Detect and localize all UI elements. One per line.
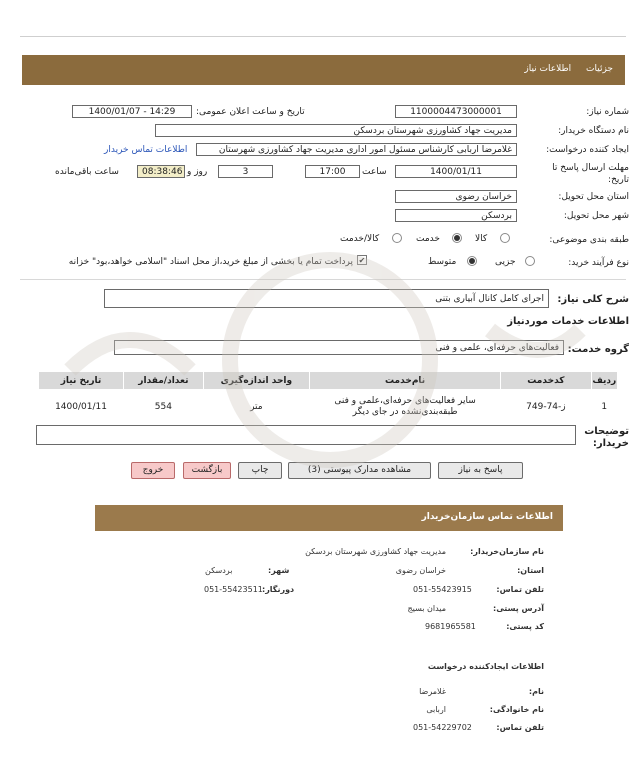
- process-medium-label: متوسط: [428, 257, 457, 267]
- section-divider: [20, 279, 626, 280]
- col-qty: تعداد/مقدار: [124, 372, 204, 390]
- deadline-time-label: ساعت: [362, 167, 387, 177]
- device-label: نام دستگاه خریدار:: [558, 126, 629, 136]
- services-table: [38, 371, 618, 424]
- service-group-label: گروه خدمت:: [567, 344, 629, 355]
- creator-name-value: غلامرضا: [419, 687, 446, 696]
- payment-checkbox[interactable]: ✔: [358, 256, 366, 265]
- delivery-province-field: خراسان رضوی: [395, 190, 517, 203]
- deadline-label: مهلت ارسال پاسخ تا تاریخ:: [552, 163, 629, 185]
- cell-row: 1: [591, 390, 617, 424]
- contact-address-value: میدان بسیج: [407, 604, 446, 613]
- contact-fax-label: دورنگار:: [262, 585, 295, 594]
- payment-note: پرداخت تمام یا بخشی از مبلغ خرید،از محل اسناد "اسلامی خواهد،بود" خزانه: [68, 257, 353, 267]
- creator-family-label: نام خانوادگی:: [489, 705, 544, 714]
- cell-unit: متر: [203, 390, 309, 424]
- back-button[interactable]: بازگشت: [183, 462, 231, 479]
- table-row: [39, 390, 618, 424]
- contact-postal-label: کد پستی:: [506, 622, 544, 631]
- col-row: ردیف: [591, 372, 617, 390]
- org-name-label: نام سازمان‌خریدار:: [470, 547, 544, 556]
- summary-field: اجرای کامل کانال آبیاری بتنی: [104, 289, 549, 308]
- category-service-radio[interactable]: [452, 233, 462, 243]
- contact-province-label: استان:: [517, 566, 544, 575]
- contact-postal-value: 9681965581: [425, 622, 476, 631]
- delivery-city-field: بردسکن: [395, 209, 517, 222]
- col-name: نام‌خدمت: [309, 372, 500, 390]
- service-group-field: فعالیت‌های حرفه‌ای، علمی و فنی: [114, 340, 564, 355]
- nav-need-info-link[interactable]: اطلاعات نیاز: [524, 64, 572, 74]
- process-medium-radio[interactable]: [467, 256, 477, 266]
- buyer-notes-field: [36, 425, 576, 445]
- top-divider: [20, 36, 626, 37]
- category-goods-service-label: کالا/خدمت: [340, 234, 380, 244]
- deadline-time-field: 17:00: [305, 165, 360, 178]
- contact-fax-value: 051-55423511: [204, 585, 263, 594]
- need-number-label: شماره نیاز:: [586, 107, 629, 117]
- device-field: مدیریت جهاد کشاورزی شهرستان بردسکن: [155, 124, 517, 137]
- reply-button[interactable]: پاسخ به نیاز: [438, 462, 523, 479]
- summary-label: شرح کلی نیاز:: [557, 294, 629, 305]
- buyer-contact-link[interactable]: اطلاعات تماس خریدار: [104, 145, 188, 155]
- contact-phone-label: تلفن تماس:: [496, 585, 544, 594]
- buyer-notes-label: توضیحات خریدار:: [584, 426, 629, 449]
- print-button[interactable]: چاپ: [238, 462, 282, 479]
- announce-date-field: 1400/01/07 - 14:29: [72, 105, 192, 118]
- cell-qty: 554: [124, 390, 204, 424]
- contact-phone-value: 051-55423915: [413, 585, 472, 594]
- creator-phone-label: تلفن تماس:: [496, 723, 544, 732]
- nav-details-link[interactable]: جزئیات: [586, 64, 613, 74]
- col-unit: واحد اندازه‌گیری: [203, 372, 309, 390]
- contact-city-label: شهر:: [268, 566, 290, 575]
- creator-name-label: نام:: [528, 687, 544, 696]
- exit-button[interactable]: خروج: [131, 462, 175, 479]
- cell-name: سایر فعالیت‌های حرفه‌ای،علمی و فنی طبقه‌بندی‌نشده در جای دیگر: [309, 390, 500, 424]
- creator-phone-value: 051-54229702: [413, 723, 472, 732]
- creator-info-title: اطلاعات ایجادکننده درخواست: [427, 662, 544, 671]
- time-remaining-label: ساعت باقی‌مانده: [55, 167, 119, 177]
- delivery-city-label: شهر محل تحویل:: [563, 211, 629, 221]
- time-remaining-field: 08:38:46: [137, 165, 185, 178]
- process-type-label: نوع فرآیند خرید:: [568, 258, 629, 268]
- contact-city-value: بردسکن: [205, 566, 233, 575]
- table-header-row: [39, 372, 618, 390]
- days-label: روز و: [187, 167, 208, 177]
- col-date: تاریخ نیاز: [39, 372, 124, 390]
- deadline-date-field: 1400/01/11: [395, 165, 517, 178]
- cell-date: 1400/01/11: [39, 390, 124, 424]
- services-title: اطلاعات خدمات موردنیاز: [507, 316, 629, 327]
- category-goods-label: کالا: [475, 234, 488, 244]
- creator-field: غلامرضا اربابی کارشناس مسئول امور اداری مدیریت جهاد کشاورزی شهرستان: [196, 143, 517, 156]
- contact-province-value: خراسان رضوی: [395, 566, 446, 575]
- creator-family-value: اربابی: [426, 705, 446, 714]
- contact-address-label: آدرس پستی:: [493, 604, 544, 613]
- cell-code: ز-74-749: [501, 390, 591, 424]
- process-minor-label: جزیی: [495, 257, 516, 267]
- need-number-field: 1100004473000001: [395, 105, 517, 118]
- announce-date-label: تاریخ و ساعت اعلان عمومی:: [196, 107, 305, 117]
- attachments-button[interactable]: مشاهده مدارک پیوستی (3): [288, 462, 431, 479]
- days-remaining-field: 3: [218, 165, 273, 178]
- contact-section-header: [95, 505, 563, 531]
- category-label: طبقه بندی موضوعی:: [549, 235, 629, 245]
- org-name-value: مدیریت جهاد کشاورزی شهرستان بردسکن: [305, 547, 446, 556]
- category-service-label: خدمت: [416, 234, 440, 244]
- creator-label: ایجاد کننده درخواست:: [546, 145, 629, 155]
- delivery-province-label: استان محل تحویل:: [558, 192, 629, 202]
- page-header-bar: [22, 55, 625, 85]
- process-minor-radio[interactable]: [525, 256, 535, 266]
- contact-section-title: اطلاعات تماس سازمان‌خریدار: [421, 512, 553, 522]
- col-code: کدخدمت: [501, 372, 591, 390]
- category-goods-radio[interactable]: [500, 233, 510, 243]
- category-goods-service-radio[interactable]: [392, 233, 402, 243]
